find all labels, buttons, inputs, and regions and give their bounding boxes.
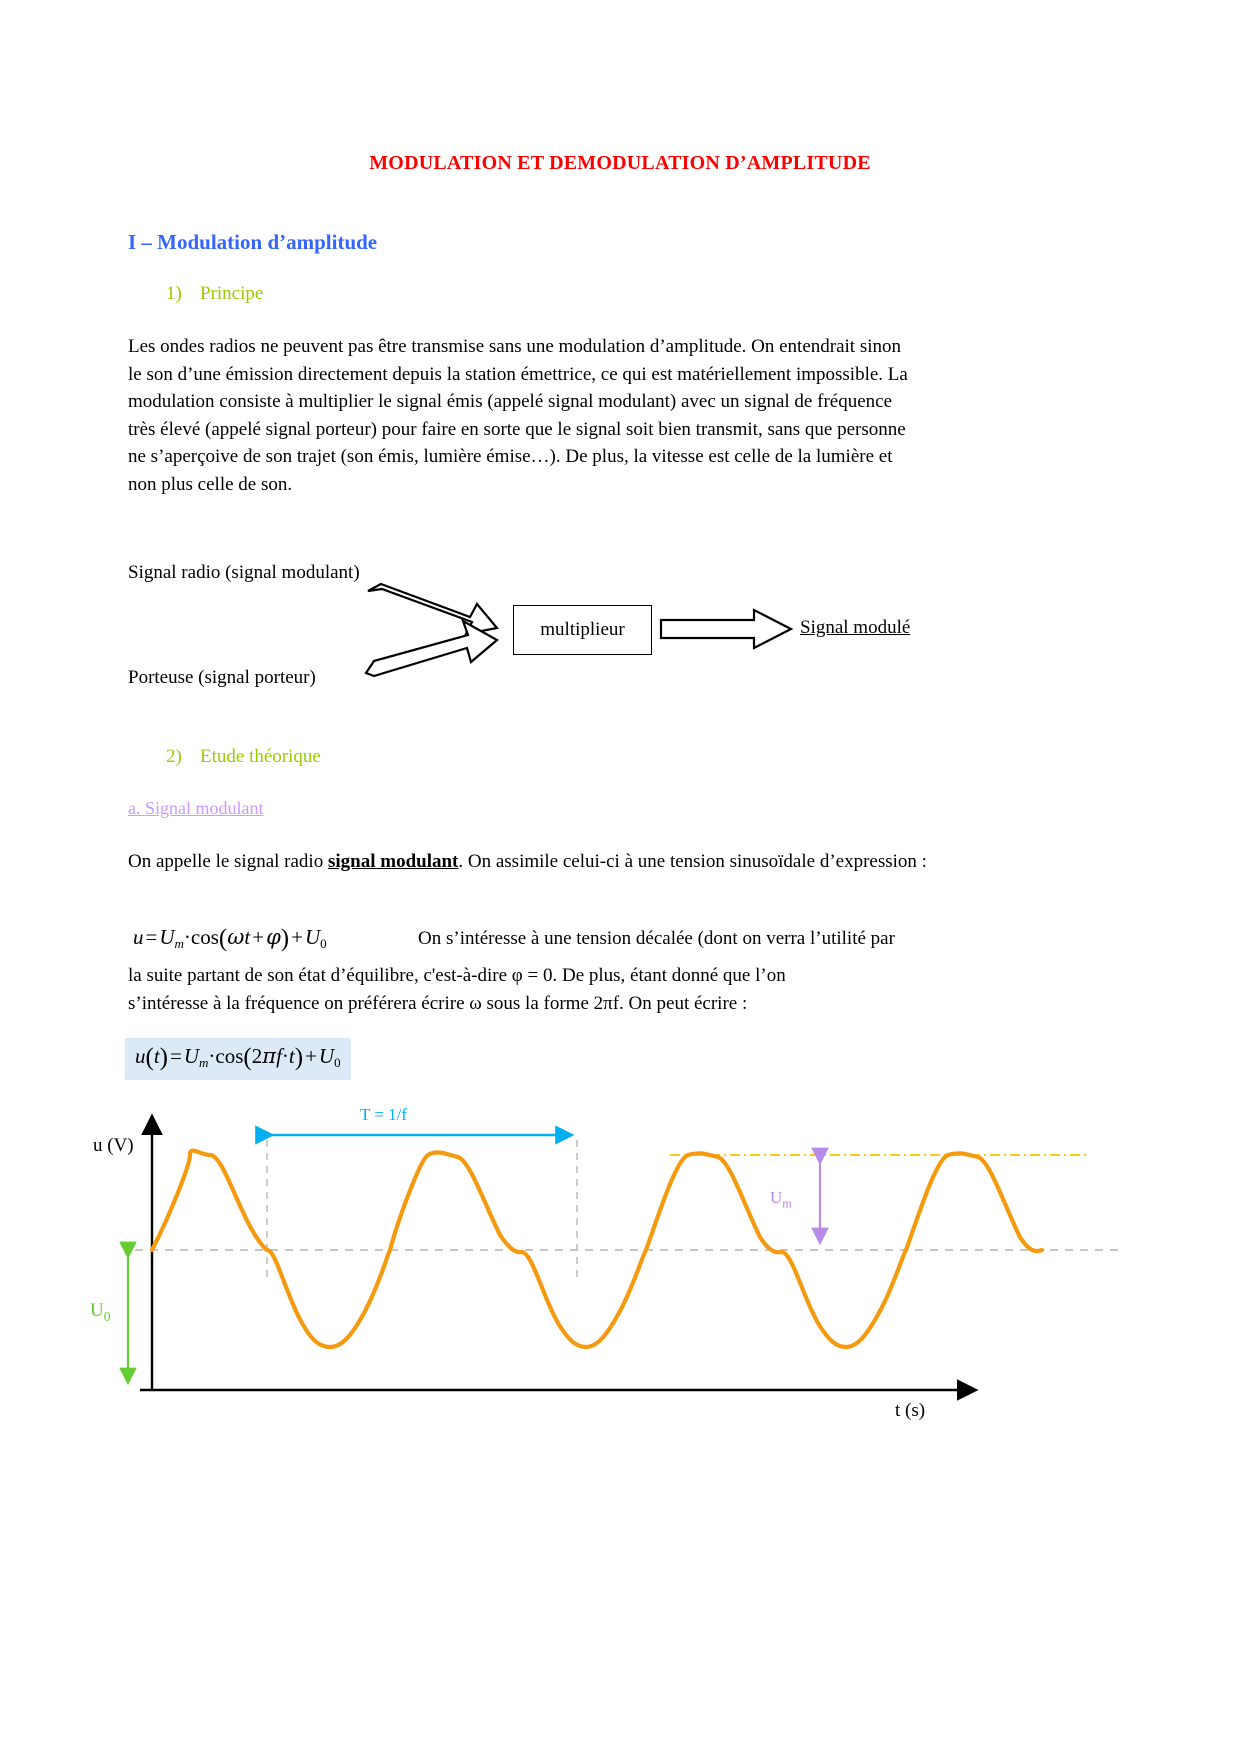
equation-u-expression [133, 925, 327, 953]
eq2-close-paren: ) [294, 1044, 304, 1071]
paragraph-interesse-line1: On s’intéresse à une tension décalée (dont on verra l’utilité par [418, 928, 895, 949]
chart-amplitude-label-sub: m [782, 1196, 792, 1211]
eq1-Um-sub: m [174, 936, 184, 952]
arrow-modulated-icon [661, 610, 791, 648]
subsection-heading-signal-modulant: a. Signal modulant [128, 798, 264, 818]
signal-chart [80, 1095, 1140, 1435]
chart-x-axis-label: t (s) [895, 1400, 926, 1421]
eq1-phi: φ [266, 925, 281, 949]
eq1-dot: · [183, 925, 191, 949]
subsection-label-etude: Etude théorique [200, 746, 321, 767]
eq2-pi: π [262, 1044, 277, 1068]
eq1-u: u [133, 925, 144, 949]
subsection-label-principe: Principe [200, 283, 264, 304]
chart-signal-curve [152, 1151, 1042, 1347]
eq2-Um-sub: m [199, 1055, 209, 1071]
arrow-porteuse-icon [366, 621, 497, 676]
chart-offset-label [90, 1300, 111, 1325]
section-heading-1: I – Modulation d’amplitude [128, 230, 378, 254]
eq1-omega: ω [227, 925, 245, 949]
paragraph-appelle-pre: On appelle le signal radio [128, 851, 328, 872]
eq1-plus: + [252, 925, 265, 949]
paragraph-appelle-bold: signal modulant [327, 851, 459, 872]
subsection-heading-principe [166, 283, 263, 305]
diagram-input-top-label: Signal radio (signal modulant) [128, 562, 360, 583]
paragraph-interesse-line3: s’intéresse à la fréquence on préférera écrire ω sous la forme 2πf. On peut écrire : [128, 993, 748, 1014]
eq2-U0-sub: 0 [334, 1055, 341, 1071]
eq2-t: t [153, 1044, 160, 1068]
eq1-t: t [244, 925, 251, 949]
diagram-multiplier-label: multiplieur [540, 619, 625, 640]
paragraph-appelle [128, 848, 938, 876]
equation-u-of-t-highlighted [125, 1038, 351, 1080]
paragraph-intro: Les ondes radios ne peuvent pas être transmise sans une modulation d’amplitude. On entendrait sinon le son d’une émission directement depuis la station émettrice, ce qui est matériellement impossible. La modulation consiste à multiplier le signal émis (appelé signal modulant) avec un signal de fréquence très élevé (appelé signal porteur) pour faire en sorte que le signal soit bien transmit, sans que personne ne s’aperçoive de son trajet (son émis, lumière émise…). De plus, la vitesse est celle de la lumière et non plus celle de son. [128, 336, 908, 495]
eq2-close-t: ) [159, 1044, 168, 1071]
eq2-f: f [276, 1044, 282, 1068]
chart-offset-label-sub: 0 [103, 1308, 111, 1324]
diagram-multiplier-block [513, 605, 652, 655]
chart-amplitude-label-main: U [770, 1188, 783, 1207]
chart-amplitude-label [770, 1188, 792, 1211]
eq1-Um: U [159, 925, 175, 949]
chart-period-label: T = 1/f [360, 1105, 408, 1124]
page-title: MODULATION ET DEMODULATION D’AMPLITUDE [369, 152, 871, 174]
eq2-two: 2 [251, 1044, 263, 1068]
eq1-equals: = [145, 925, 158, 949]
eq2-u: u [135, 1044, 146, 1068]
eq2-cos: cos [215, 1044, 244, 1068]
subsection-number-2: 2) [166, 746, 182, 767]
eq2-equals: = [170, 1044, 182, 1068]
paragraph-interesse-line2: la suite partant de son état d’équilibre, c'est-à-dire φ = 0. De plus, étant donné que l’on [128, 965, 786, 986]
subsection-number-1: 1) [166, 283, 182, 304]
eq2-Um: U [183, 1044, 200, 1068]
eq2-t2: t [288, 1044, 295, 1068]
signal-chart-svg [80, 1095, 1140, 1435]
chart-offset-label-main: U [90, 1300, 104, 1321]
eq1-open-paren: ( [218, 925, 228, 952]
arrow-modulant-icon [368, 584, 497, 634]
subsection-heading-etude [166, 746, 321, 768]
diagram-output-label: Signal modulé [800, 617, 911, 638]
eq2-cdot: · [281, 1044, 289, 1068]
diagram-input-bottom-label: Porteuse (signal porteur) [128, 667, 316, 688]
eq2-U0: U [318, 1044, 335, 1068]
eq2-dot: · [208, 1044, 216, 1068]
chart-y-axis-label: u (V) [93, 1135, 134, 1156]
paragraph-appelle-post: . On assimile celui-ci à une tension sinusoïdale d’expression : [458, 851, 927, 872]
eq1-cos: cos [190, 925, 219, 949]
eq2-open-t: ( [145, 1044, 154, 1071]
eq2-plus: + [305, 1044, 317, 1068]
eq1-close-paren: ) [280, 925, 290, 952]
eq2-open-paren: ( [243, 1044, 252, 1071]
eq1-U0: U [304, 925, 321, 949]
eq1-plus2: + [291, 925, 303, 949]
eq1-U0-sub: 0 [320, 936, 327, 952]
